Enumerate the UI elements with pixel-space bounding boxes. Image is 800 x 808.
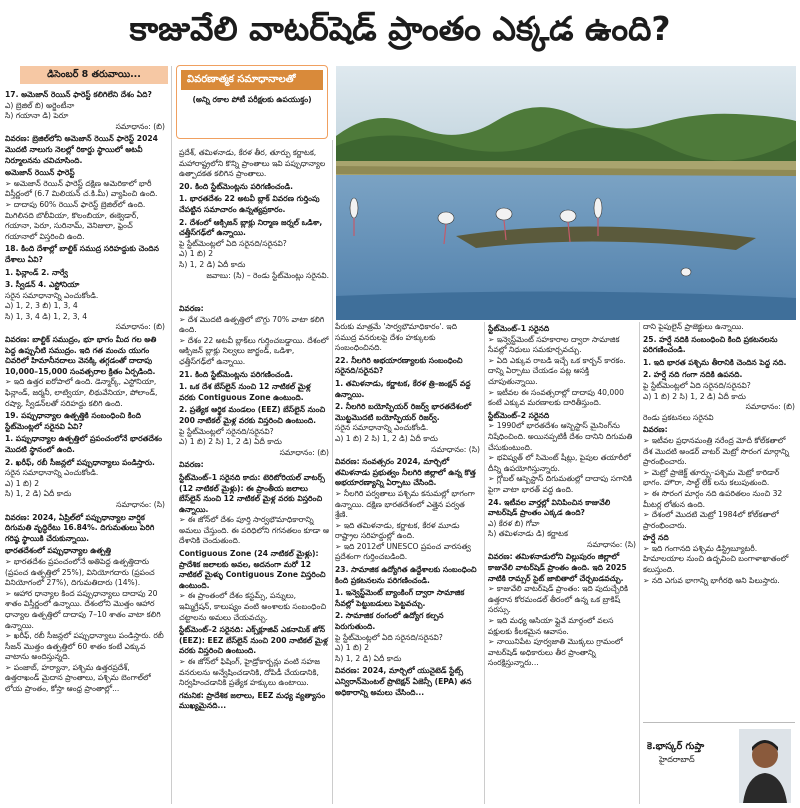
wetland-photo	[336, 66, 796, 320]
article-paragraph: సమాధానం: (సి)	[116, 499, 165, 509]
article-paragraph: వివరణ: బ్రెజిల్‌లోని అమెజాన్ రెయిన్ ఫారెస్ట్ 2024 మొదటి నాలుగు నెలల్లో రికార్డు స్థాయిలో అటవీ నిర్మూలనను చవిచూసింది.	[5, 134, 158, 165]
article-paragraph: ➢ ఈ సొరంగ మార్గం నది ఉపరితలం నుంచి 32 మీటర్ల లోతున ఉంది.	[643, 488, 783, 509]
page-headline: కాజువేలి వాటర్‌షెడ్ ప్రాంతం ఎక్కడ ఉంది?	[129, 9, 671, 48]
article-paragraph: ➢ మెట్రో ప్రాజెక్ట్ తూర్పు–పశ్చిమ మెట్రో కారిడార్ భాగం. హౌరా, సాల్ట్ లేక్ లను కలుపుతుంది.	[643, 467, 780, 488]
article-paragraph: ➢ ఈ ప్రాంతంలో దేశం కస్టమ్స్, పన్నులు, ఇమ్మిగ్రేషన్, కాలుష్యం వంటి అంశాలకు సంబంధించి చట్టాలను అమలు చేయవచ్చు.	[179, 591, 327, 622]
badge-title: వివరణాత్మక సమాధానాలతో	[181, 70, 323, 90]
article-paragraph: ఎ) 1, 2, 3 బి) 1, 3, 4	[5, 301, 78, 311]
article-paragraph: ఎ) 1 బి) 2	[179, 249, 214, 259]
article-paragraph: ➢ ఇది 2012లో UNESCO ప్రపంచ వారసత్వ ప్రదేశంగా గుర్తించబడింది.	[335, 541, 471, 562]
article-paragraph: సి) గయానా డి) పెరూ	[5, 111, 69, 121]
article-paragraph: పై స్టేట్‌మెంట్లలో ఏది సరైనది/సరైనవి?	[643, 380, 751, 390]
author-box	[643, 722, 795, 804]
article-paragraph: సమాధానం: (బి)	[115, 322, 165, 332]
article-paragraph: ➢ గ్లోబల్ ఆస్బెస్టాస్ దిగుమతుల్లో దాదాపు సగానికి పైగా వాటా భారత్ వద్ద ఉంది.	[488, 474, 633, 494]
article-paragraph: 1. ఫిన్లాండ్ 2. నార్వే	[5, 267, 68, 277]
article-paragraph: వివరణ: సంవత్సరం 2024, మార్చిలో తమిళనాడు ప్రభుత్వం నీలగిరి జిల్లాలో ఉన్న కొత్త అభయారణ్యాన్ని ఏర్పాటు చేసింది.	[335, 457, 476, 488]
article-paragraph: ➢ ఇది మధ్య ఆసియా ఫ్లైవే మార్గంలో వలస పక్షులకు కీలకమైన ఆవాసం.	[488, 616, 614, 636]
wetland-birds-image	[336, 66, 796, 320]
article-paragraph: ➢ ఏది ఎక్కువ రాబడి ఇచ్చే ఒక కార్బన్ కారకం. దాన్ని ఏర్పాటు చేయడం పట్ల ఆసక్తి చూపుతున్నాయి.	[488, 355, 626, 386]
article-paragraph: ➢ ఇది గంగానది పశ్చిమ డిస్ట్రిబ్యూటరీ. హిమాలయాల నుంచి ఉద్భవించి బంగాళాఖాతంలో కలుస్తుంది.	[643, 543, 789, 575]
article-paragraph: 23. సామాజిక ఉద్యోగిత ఉద్దేశాలకు సంబంధించి కింది ప్రకటనలను పరిగణించండి.	[335, 565, 477, 585]
article-paragraph: 1. ఇన్వెస్ట్‌మెంట్ బ్యాంకింగ్ ద్వారా సామాజిక సేవల్లో పెట్టుబడులు పెట్టవచ్చు.	[335, 588, 465, 608]
article-paragraph: వివరణ:	[179, 460, 204, 470]
article-paragraph: పై స్టేట్‌మెంట్లలో సరైనది/సరైనవి?	[179, 426, 274, 436]
column-divider	[332, 140, 333, 804]
article-paragraph: హర్షే నది	[643, 533, 669, 543]
article-paragraph: ➢ ఆహార ధాన్యాల కింద పప్పుధాన్యాలు దాదాపు 20 శాతం విస్తీర్ణంలో ఉన్నాయి. దేశంలోని మొత్తం ఆహార ధాన్యాల ఉత్పత్తిలో దాదాపు 7–10 శాతం వాటా కలిగి ఉన్నాయి.	[5, 588, 161, 630]
article-paragraph: ➢ 1990లో భారతదేశం ఆస్బెస్టాస్ మైనింగ్‌ను నిషేధించింది. అయినప్పటికీ దేశం దానిని దిగుమతి చేసుకుంటుంది.	[488, 421, 633, 452]
article-column-5	[643, 322, 795, 722]
article-paragraph: ➢ ఇటీవల ఈ సంవత్సరాల్లో దాదాపు 40,000 కంటే ఎక్కువ మరణాలకు దారితీస్తుంది.	[488, 387, 624, 408]
article-paragraph: ఎ) బ్రెజిల్ బి) అర్జెంటీనా	[5, 100, 75, 110]
article-paragraph: సి) 1, 2 డి) ఏదీ కాదు	[5, 489, 72, 499]
article-paragraph: స్టేట్‌మెంట్–1 సరైనది కాదు: టెరిటోరియల్ వాటర్స్ (12 నాటికల్ మైళ్లు): ఈ ప్రాంతీయ జలాలు బేస్‌లైన్ నుంచి 12 నాటికల్ మైళ్ల వరకు విస్తరించి ఉన్నాయి.	[179, 472, 325, 514]
article-paragraph: 25. హర్షే నదికి సంబంధించి కింది ప్రకటనలను పరిగణించండి.	[643, 334, 778, 355]
author-place: హైదరాబాద్	[659, 755, 695, 764]
article-paragraph: 17. అమెజాన్ రెయిన్ ఫారెస్ట్ కలిగిలేని దేశం ఏది?	[5, 90, 152, 99]
article-paragraph: 22. నీలగిరి అభయారణ్యాలకు సంబంధించి సరైనది/సరైనవి?	[335, 355, 463, 376]
article-paragraph: ➢ దేశం 22 అటవీ బ్లాక్‌లు గుర్తించబడ్డాయి. దేశంలో ఆక్సిజన్ బ్లాక్లు నిల్వలు జార్ఖండ్, ఒడిశా, ఛత్తీస్‌గఢ్‌లో ఉన్నాయి.	[179, 335, 329, 366]
article-paragraph: సి) 1, 3, 4 డి) 1, 2, 3, 4	[5, 311, 88, 321]
article-paragraph: 1. భారతదేశం 22 అటవీ బ్లాక్ వివరణ గుర్తింపు చేపట్టిన సమాచారం ఉన్నత్యప్రకారం.	[179, 194, 320, 214]
article-paragraph: ➢ ఇన్వెస్ట్‌మెంట్ సహకారాల ద్వారా సామాజిక సేవల్లో నిధులు సమకూర్చవచ్చు.	[488, 334, 620, 355]
article-paragraph: ➢ కాజువేలి వాటర్‌షెడ్ ప్రాంతం: ఇది పుదుచ్చేరికి ఉత్తరాన కోరమండల్ తీరంలో ఉన్న ఒక బ్రాకిష్ సరస్సు.	[488, 584, 628, 615]
column-divider	[484, 322, 485, 804]
article-paragraph: ➢ దేశ మొదటి ఉత్పత్తిలో బొగ్గు 70% వాటా కలిగి ఉంది.	[179, 314, 325, 335]
article-paragraph: పై స్టేట్‌మెంట్లలో ఏది సరైనది/సరైనవి?	[179, 238, 287, 248]
article-paragraph: సి) 1, 2 డి) ఏదీ కాదు	[335, 653, 402, 663]
article-paragraph: 1. ఇది భారత పశ్చిమ తీరానికి చెందిన పెద్ద నది.	[643, 357, 787, 367]
badge-subtitle: (అన్ని రకాల పోటీ పరీక్షలకు ఉపయుక్తం)	[192, 95, 312, 104]
article-paragraph: 18. కింది దేశాల్లో బాల్టిక్ సముద్ర సరిహద్దుకు చెందిన దేశాలు ఏవి?	[5, 244, 159, 264]
article-paragraph: ఎ) 1 బి) 2 సి) 1, 2 డి) ఏదీ కాదు	[179, 437, 282, 447]
article-paragraph: ➢ ఇది తమిళనాడు, కర్ణాటక, కేరళ మూడు రాష్ట్రాల సరిహద్దుల్లో ఉంది.	[335, 520, 460, 541]
article-paragraph: వివరణ: 2024, మార్చిలో యునైటెడ్ స్టేట్స్ ఎన్విరాన్‌మెంటల్ ప్రొటెక్షన్ ఏజెన్సీ (EPA) తన అధికారాన్ని అమలు చేసింది...	[335, 666, 472, 697]
article-paragraph: వివరణ:	[643, 425, 668, 435]
article-paragraph: 3. స్వీడన్ 4. ఎస్టోనియా	[5, 280, 80, 290]
article-paragraph: ➢ దాదాపు 60% రెయిన్ ఫారెస్ట్ బ్రెజిల్‌లో ఉంది. మిగిలినది బొలీవియా, కొలంబియా, ఈక్వెడార్, గయానా, పెరూ, సురినామ్, వెనిజులా, ఫ్రెంచ్ గయానాలో విస్తరించి ఉంది.	[5, 199, 146, 241]
author-photo	[739, 729, 791, 803]
article-paragraph: ➢ దేశంలో మొదటి మెట్రో 1984లో కోల్‌కతాలో ప్రారంభించారు.	[643, 510, 779, 530]
article-column-3	[335, 322, 480, 808]
article-column-2-top	[179, 148, 329, 298]
section-badge	[176, 65, 328, 139]
article-paragraph: ఎ) 1 బి) 2 సి) 1, 2 డి) ఏదీ కాదు	[335, 433, 438, 443]
article-paragraph: స్టేట్‌మెంట్–2 సరైనది: ఎక్స్‌క్లూజివ్ ఎకనామిక్ జోన్ (EEZ): EEZ బేస్‌లైన్ నుంచి 200 నాటికల్ మైళ్ల వరకు విస్తరించి ఉంటుంది.	[179, 625, 328, 656]
article-paragraph: సమాధానం: (బి)	[115, 121, 165, 131]
article-paragraph: సమాధానం: (బి)	[279, 447, 329, 457]
article-paragraph: 21. కింది స్టేట్‌మెంట్లను పరిగణించండి.	[179, 369, 294, 379]
article-paragraph: జవాబు: (సి) – రెండు స్టేట్‌మెంట్లు సరైనవి.	[206, 270, 329, 280]
article-paragraph: ➢ నీలగిరి పర్వతాలు పశ్చిమ కనుమల్లో భాగంగా ఉన్నాయి. దక్షిణ భారతదేశంలో ఎత్తైన పర్వత శ్రేణి.	[335, 488, 475, 520]
article-paragraph: ➢ ఇది ఉత్తర ఐరోపాలో ఉంది. డెన్మార్క్, ఎస్టోనియా, ఫిన్లాండ్, జర్మనీ, లాట్వియా, లిథువేనియా, పోలాండ్, రష్యా, స్వీడన్‌లతో సరిహద్దు కలిగి ఉంది.	[5, 377, 158, 408]
article-column-1	[5, 88, 165, 804]
article-paragraph: సి) తమిళనాడు డి) కర్ణాటక	[488, 529, 568, 539]
article-paragraph: స్టేట్‌మెంట్–2 సరైనది	[488, 410, 550, 420]
article-paragraph: ➢ భారతదేశం ప్రపంచంలోనే అతిపెద్ద ఉత్పత్తిదారు (ప్రపంచ ఉత్పత్తిలో 25%), వినియోగదారు (ప్రపంచ వినియోగంలో 27%), దిగుమతిదారు (14%).	[5, 556, 155, 588]
article-paragraph: ఎ) 1 బి) 2 సి) 1, 2 డి) ఏదీ కాదు	[643, 391, 746, 401]
article-paragraph: 2. సామాజిక రంగంలో ఉద్యోగ కల్పన పెరుగుతుంది.	[335, 611, 444, 632]
article-paragraph: 2. ఖరీఫ్, రబీ సీజన్లలో పప్పుధాన్యాలు పండిస్తారు.	[5, 457, 155, 467]
author-name: కె.భాస్కర్ గుప్తా	[647, 741, 705, 752]
article-paragraph: 19. పప్పుధాన్యాల ఉత్పత్తికి సంబంధించి కింది స్టేట్‌మెంట్లలో సరైనవి ఏవి?	[5, 411, 141, 431]
article-paragraph: సరైన సమాధానాన్ని ఎంచుకోండి.	[335, 423, 429, 433]
article-paragraph: పేరుకు మాత్రమే 'సార్వభౌమాధికారం'. ఇది సముద్ర వనరులపై దేశం హక్కులకు సంబంధించినది.	[335, 322, 457, 353]
article-column-2	[179, 302, 329, 804]
article-paragraph: స్టేట్‌మెంట్–1 సరైనది	[488, 324, 550, 333]
article-paragraph: 1. ఒక దేశ బేస్‌లైన్ నుంచి 12 నాటికల్ మైళ్ల వరకు Contiguous Zone ఉంటుంది.	[179, 382, 311, 402]
article-column-4	[488, 322, 636, 808]
article-paragraph: సమాధానం: (బి)	[745, 402, 795, 412]
article-paragraph: వివరణ: తమిళనాడులోని విల్లుపురం జిల్లాలో కాజువేలి వాటర్‌షెడ్ ప్రాంతం ఉంది. ఇది 2025 నాటికి రామ్సర్ సైట్ జాబితాలో చేర్చబడవచ్చు.	[488, 552, 627, 583]
article-paragraph: ➢ ఈ జోన్‌లో దేశం పూర్తి సార్వభౌమాధికారాన్ని అమలు చేస్తుంది. ఈ పరిధిలోని గగనతలం కూడా ఆ దేశానికి చెందుతుంది.	[179, 515, 329, 546]
article-paragraph: ➢ నాయినిపేట పూర్వజాతి మొక్కలు గ్రామంలో వాటర్‌షెడ్ అధికారులు తీర ప్రాంతాన్ని సంరక్షిస్తున్నారు...	[488, 637, 623, 668]
article-paragraph: ➢ ఖరీఫ్, రబీ సీజన్లలో పప్పుధాన్యాలు పండిస్తారు. రబీ సీజన్ మొత్తం ఉత్పత్తిలో 60 శాతం కంటే ఎక్కువ వాటాను అందిస్తున్నది.	[5, 631, 164, 662]
article-paragraph: 1. తమిళనాడు, కర్ణాటక, కేరళ త్రి–జంక్షన్ వద్ద ఉన్నాయి.	[335, 378, 471, 399]
article-paragraph: సమాధానం: (సి)	[587, 539, 636, 549]
article-paragraph: గమనిక: ప్రాదేశిక జలాలు, EEZ మధ్య వ్యత్యాసం ముఖ్యమైనది...	[179, 690, 326, 711]
article-paragraph: అమెజాన్ రెయిన్ ఫారెస్ట్	[5, 168, 75, 178]
article-paragraph: ఎ) 1 బి) 2	[5, 478, 40, 488]
article-paragraph: ➢ భవిష్యత్ లో సిమెంట్ షీట్లు, పైపుల తయారీలో దీన్ని ఉపయోగిస్తున్నారు.	[488, 453, 631, 473]
column-divider	[639, 322, 640, 804]
column-divider	[171, 66, 172, 804]
article-paragraph: ప్రదేశ్, తమిళనాడు, కేరళ తీర, తూర్పు కర్ణాటక, మహారాష్ట్రలోని కొన్ని ప్రాంతాలు ఇవి పప్పుధాన్యాల ఉత్పాదకత కలిగిన ప్రాంతాలు.	[179, 148, 326, 179]
article-paragraph: 2. దేశంలో ఆక్సిజన్ బ్లాక్లు నిర్మాణ జర్నల్ ఒడిశా, చత్తీస్‌గఢ్‌లో ఉన్నాయి.	[179, 217, 323, 238]
article-paragraph: Contiguous Zone (24 నాటికల్ మైళ్లు): ప్రాదేశిక జలాలకు అవల, అదనంగా మరో 12 నాటికల్ మైళ్ళు Contiguous Zone విస్తరించి ఉంటుంది.	[179, 549, 326, 590]
article-paragraph: సి) 1, 2 డి) ఏదీ కాదు	[179, 259, 246, 269]
article-paragraph: వివరణ:	[179, 304, 204, 313]
article-paragraph: ➢ ఈ జోన్‌లో ఫిషింగ్, హైడ్రోకార్బన్లు వంటి సహజ వనరులను అన్వేషించడానికి, దోపిడీ చేయడానికి, నిర్వహించడానికి ప్రత్యేక హక్కులు ఉంటాయి.	[179, 657, 320, 688]
article-paragraph: 2. నీలగిరి బయోస్ఫియర్ రిజర్వ్ భారతదేశంలో మొట్టమొదటి బయోస్ఫియర్ రిజర్వ్.	[335, 402, 472, 422]
article-paragraph: దాని పైపులైన్ ప్రాజెక్టులు ఉన్నాయి.	[643, 322, 744, 331]
article-paragraph: ➢ నది ఎగువ భాగాన్ని భాగీరథి అని పిలుస్తారు.	[643, 575, 780, 585]
article-paragraph: రెండు ప్రకటనలు సరైనవి	[643, 412, 714, 422]
article-paragraph: 2. ప్రత్యేక ఆర్థిక మండలం (EEZ) బేస్‌లైన్ నుంచి 200 నాటికల్ మైళ్ల వరకు విస్తరించి ఉంటుంది.	[179, 405, 326, 425]
article-paragraph: 1. పప్పుధాన్యాల ఉత్పత్తిలో ప్రపంచంలోనే భారతదేశం మొదటి స్థానంలో ఉంది.	[5, 434, 162, 454]
article-paragraph: ఎ) 1 బి) 2	[335, 643, 370, 653]
article-paragraph: సరైన సమాధానాన్ని ఎంచుకోండి.	[5, 468, 99, 478]
article-paragraph: ➢ అమెజాన్ రెయిన్ ఫారెస్ట్ దక్షిణ అమెరికాలో భారీ విస్తీర్ణంలో (6.7 మిలియన్ చ.కి.మీ) వ్యాపించి ఉంది.	[5, 178, 158, 199]
article-paragraph: పై స్టేట్‌మెంట్లలో ఏది సరైనది/సరైనవి?	[335, 632, 443, 642]
date-tab: డిసెంబర్ 8 తరువాయి...	[20, 66, 168, 84]
article-paragraph: ➢ పంజాబ్, హర్యానా, పశ్చిమ ఉత్తరప్రదేశ్, ఉత్తరాఖండ్ మైదాన ప్రాంతాలు, పశ్చిమ బెంగాల్‌లో లోయ ప్రాంతం, కోస్తా ఆంధ్ర ప్రాంతాల్లో...	[5, 662, 151, 694]
article-paragraph: ఎ) కేరళ బి) గోవా	[488, 518, 540, 528]
article-paragraph: సమాధానం: (సి)	[431, 444, 480, 454]
article-paragraph: వివరణ: 2024, ఏప్రిల్‌లో పప్పుధాన్యాల వార్షిక దిగుమతి వృద్ధిరేటు 16.84%. దిగుమతులు పెరిగి గరిష్ఠ స్థాయికి చేరుకున్నాయి.	[5, 512, 155, 543]
article-paragraph: 24. ఇటీవల వార్తల్లో వినిపించిన కాజువేలి వాటర్‌షెడ్ ప్రాంతం ఎక్కడ ఉంది?	[488, 497, 611, 518]
article-paragraph: భారతదేశంలో పప్పుధాన్యాల ఉత్పత్తి	[5, 546, 112, 556]
article-paragraph: సరైన సమాధానాన్ని ఎంచుకోండి.	[5, 290, 99, 300]
article-paragraph: 20. కింది స్టేట్‌మెంట్లను పరిగణించండి.	[179, 181, 294, 191]
article-paragraph: 2. హర్షే నది గంగా నదికి ఉపనది.	[643, 370, 743, 380]
article-paragraph: వివరణ: బాల్టిక్ సముద్రం, భూ భాగం మీద గల అతి పెద్ద ఉప్పునీటి సముద్రం. ఇది గత మంచు యుగం చివరిలో హిమానీనదాలు వెనక్కి తగ్గడంతో దాదాపు 10,000–15,000 సంవత్సరాల క్రితం ఏర్పడింది.	[5, 335, 157, 376]
article-paragraph: ➢ ఇటీవల ప్రధానమంత్రి నరేంద్ర మోదీ కోల్‌కతాలో దేశ మొదటి అండర్ వాటర్ మెట్రో సొరంగ మార్గాన్ని ప్రారంభించారు.	[643, 435, 789, 467]
